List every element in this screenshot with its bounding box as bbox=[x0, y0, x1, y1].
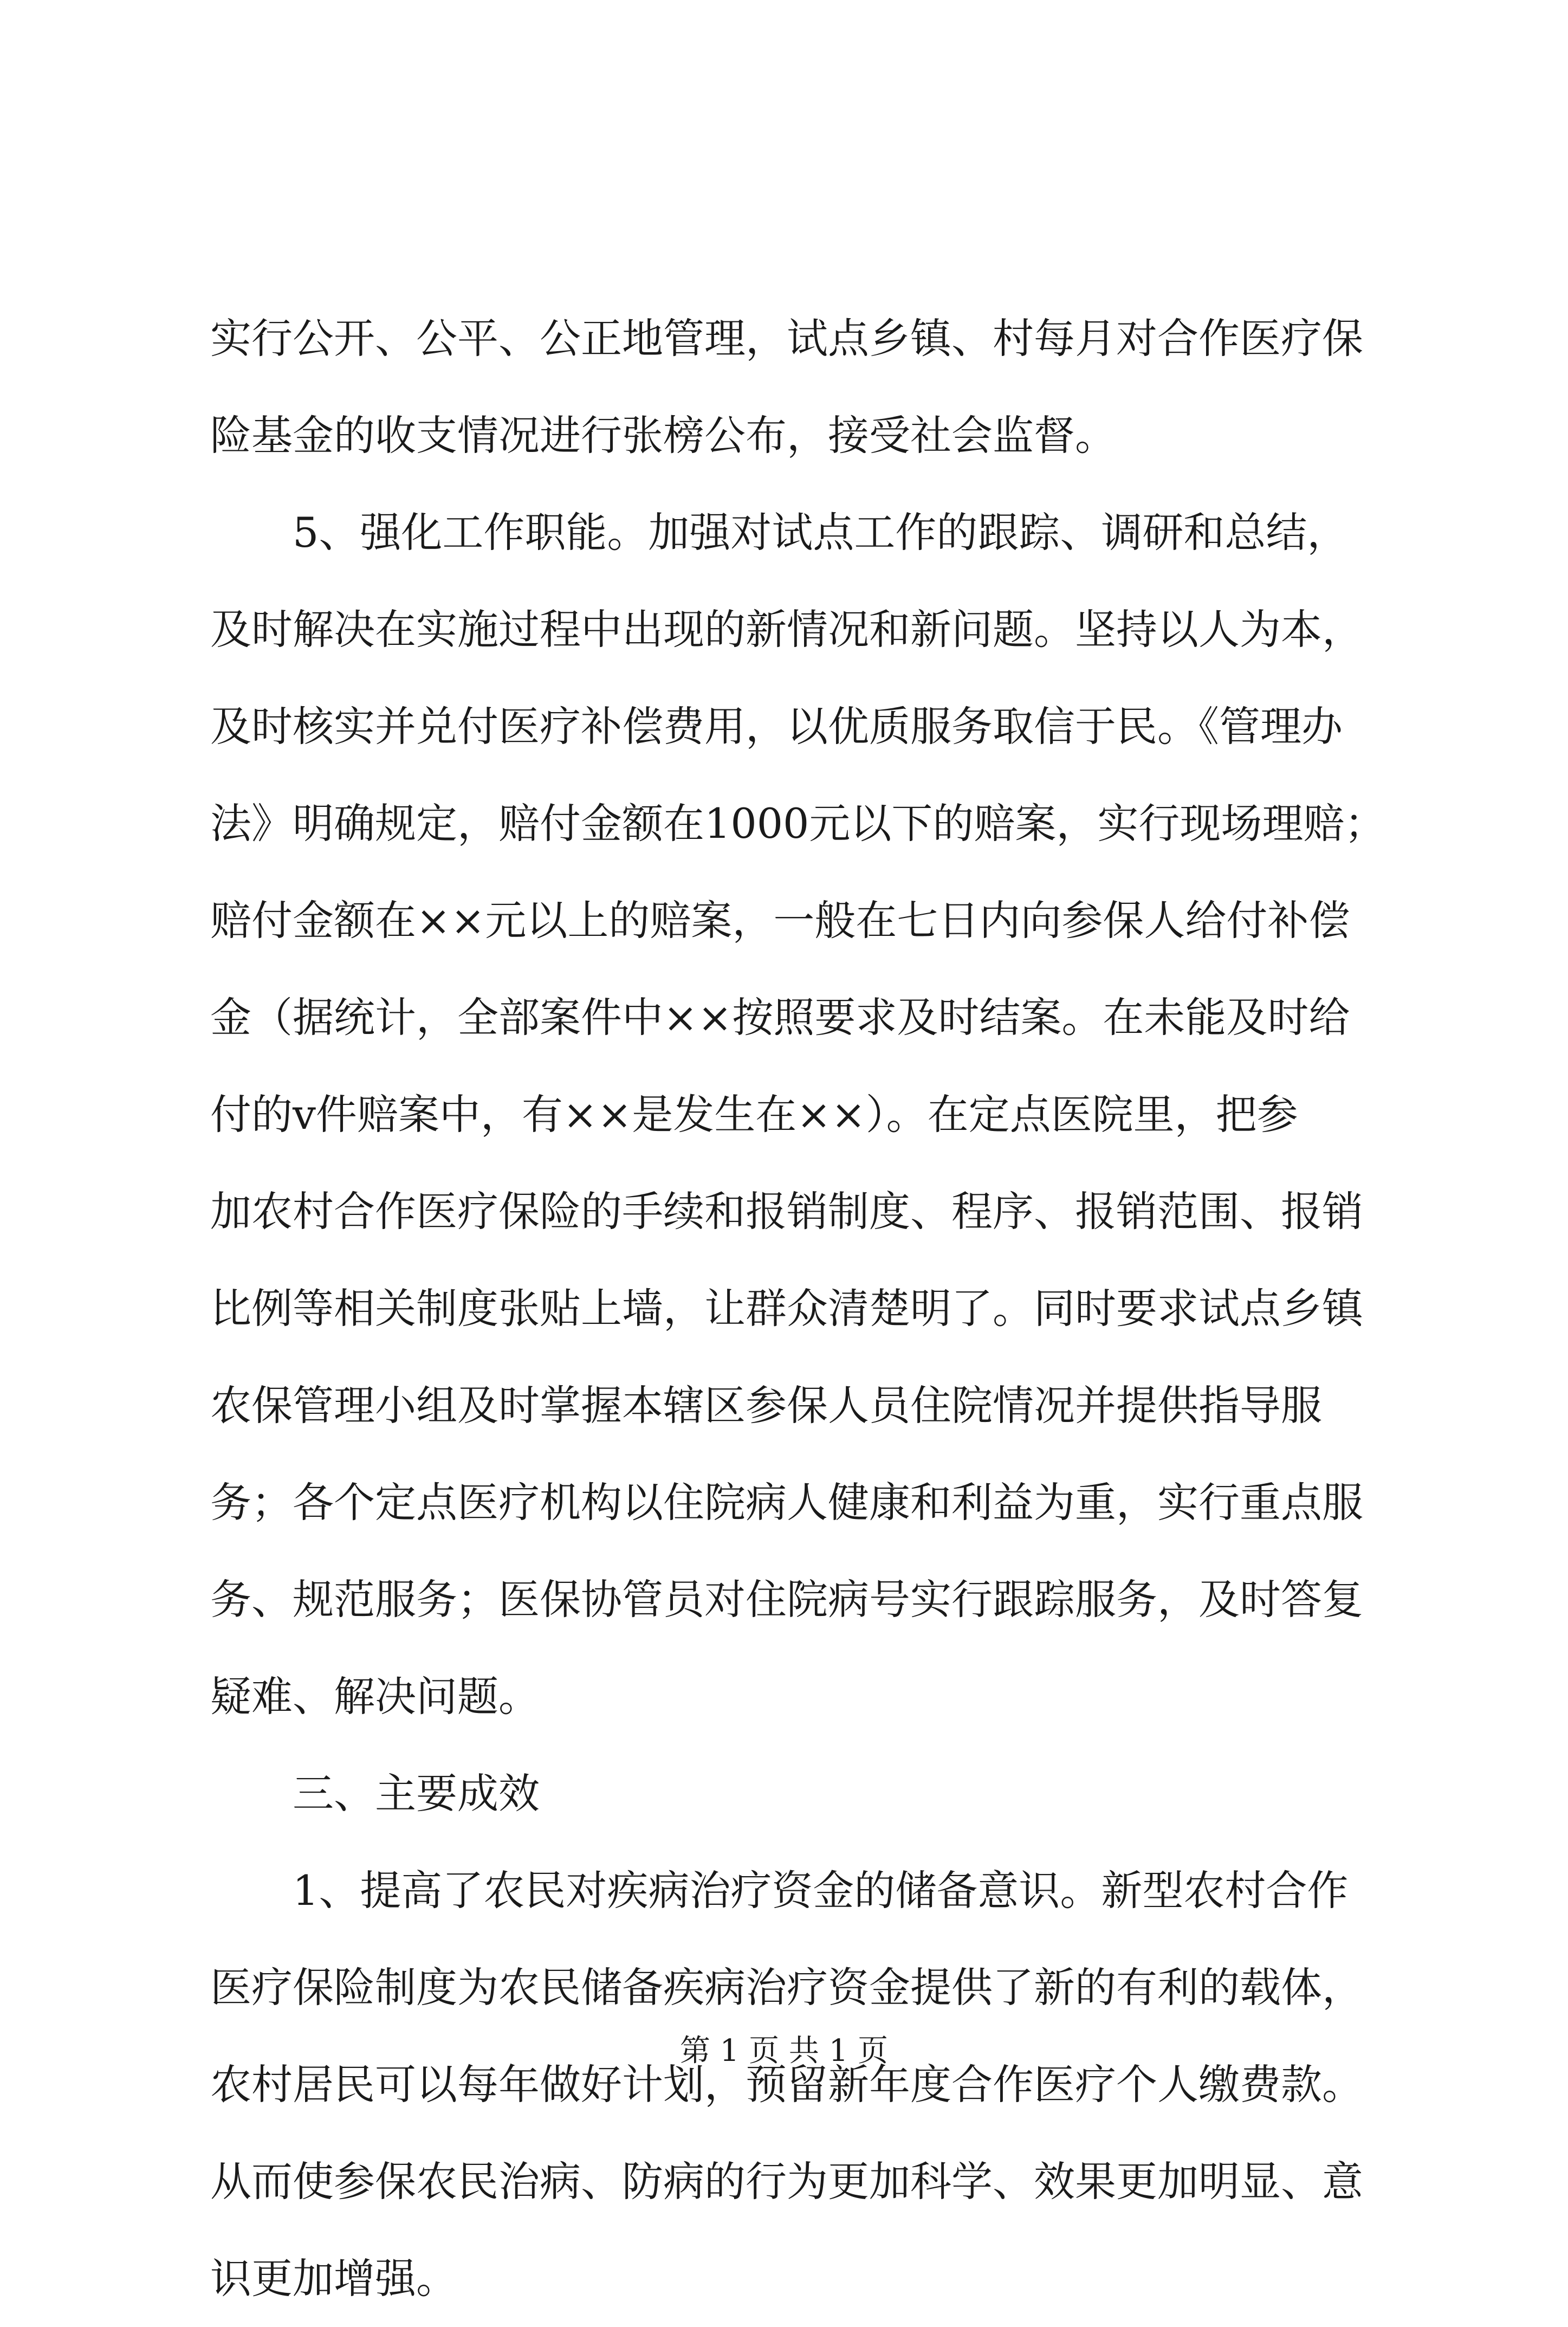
body-line: 及时核实并兑付医疗补偿费用，以优质服务取信于民。《管理办 bbox=[210, 702, 1343, 751]
body-line: 金（据统计，全部案件中××按照要求及时结案。在未能及时给 bbox=[210, 993, 1350, 1042]
body-line: 比例等相关制度张贴上墙，让群众清楚明了。同时要求试点乡镇 bbox=[210, 1284, 1363, 1333]
document-body bbox=[210, 290, 1386, 2327]
body-line: 从而使参保农民治病、防病的行为更加科学、效果更加明显、意 bbox=[210, 2157, 1363, 2206]
paragraph-start-line: 1、提高了农民对疾病治疗资金的储备意识。新型农村合作 bbox=[293, 1866, 1349, 1915]
body-line: 务、规范服务；医保协管员对住院病号实行跟踪服务，及时答复 bbox=[210, 1575, 1363, 1624]
body-line: 赔付金额在××元以上的赔案，一般在七日内向参保人给付补偿 bbox=[210, 896, 1350, 945]
body-line: 及时解决在实施过程中出现的新情况和新问题。坚持以人为本， bbox=[210, 605, 1363, 654]
body-line: 险基金的收支情况进行张榜公布，接受社会监督。 bbox=[210, 411, 1116, 460]
body-line: 疑难、解决问题。 bbox=[210, 1672, 540, 1721]
body-line: 法》明确规定，赔付金额在1000元以下的赔案，实行现场理赔； bbox=[210, 799, 1386, 848]
body-line: 医疗保险制度为农民储备疾病治疗资金提供了新的有利的载体， bbox=[210, 1963, 1363, 2012]
paragraph-start-line: 5、强化工作职能。加强对试点工作的跟踪、调研和总结， bbox=[293, 508, 1349, 557]
page-number-footer: 第 1 页 共 1 页 bbox=[679, 2033, 889, 2069]
body-line: 务；各个定点医疗机构以住院病人健康和利益为重，实行重点服 bbox=[210, 1478, 1363, 1527]
body-line: 农村居民可以每年做好计划，预留新年度合作医疗个人缴费款。 bbox=[210, 2060, 1363, 2109]
section-heading: 三、主要成效 bbox=[293, 1769, 540, 1818]
body-line: 实行公开、公平、公正地管理，试点乡镇、村每月对合作医疗保 bbox=[210, 314, 1363, 363]
body-line: 加农村合作医疗保险的手续和报销制度、程序、报销范围、报销 bbox=[210, 1187, 1363, 1236]
body-line: 付的v件赔案中，有××是发生在××）。在定点医院里，把参 bbox=[210, 1090, 1298, 1139]
body-line: 农保管理小组及时掌握本辖区参保人员住院情况并提供指导服 bbox=[210, 1381, 1322, 1430]
body-line: 识更加增强。 bbox=[210, 2254, 457, 2303]
